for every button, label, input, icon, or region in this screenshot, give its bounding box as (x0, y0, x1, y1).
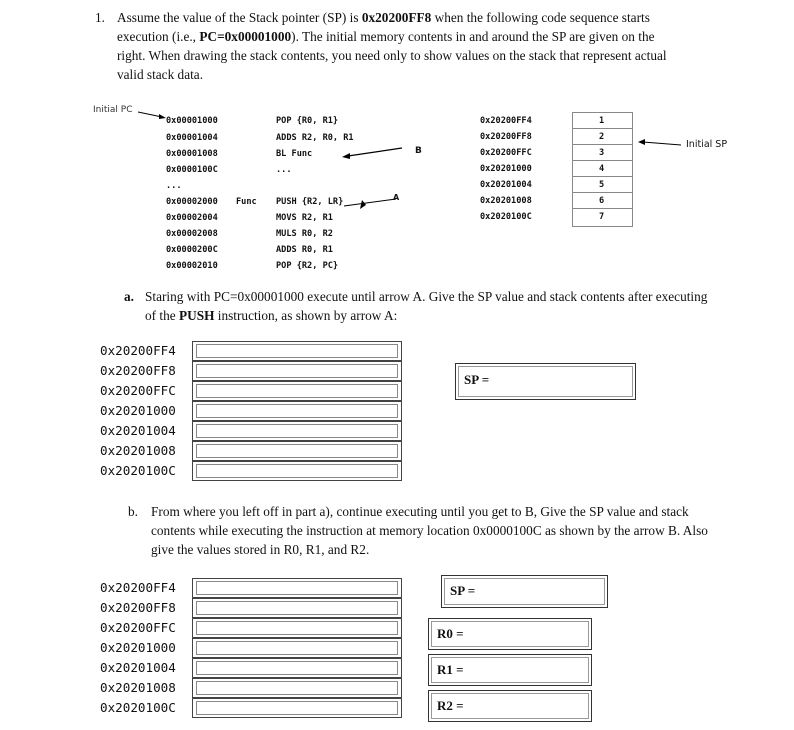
part-a-sp-label: SP = (464, 372, 490, 387)
code-addr: 0x00001000 (166, 116, 218, 126)
memory-value: 3 (599, 148, 605, 158)
question-line-1: Assume the value of the Stack pointer (SP) is 0x20200FF8 when the following code sequence starts (117, 10, 650, 25)
part-a-letter: a. (124, 289, 134, 304)
stack-address: 0x2020100C (100, 463, 176, 478)
arrow-a-icon (340, 197, 400, 211)
stack-address: 0x20201004 (100, 423, 176, 438)
stack-address: 0x20201004 (100, 660, 176, 675)
question-line-2: execution (i.e., PC=0x00001000). The initial memory contents in and around the SP are given on the (117, 29, 655, 44)
code-addr: 0x00002000 (166, 197, 218, 207)
stack-cell-input[interactable] (192, 441, 402, 461)
code-instr: MOVS R2, R1 (276, 213, 333, 223)
part-b-r0-field[interactable] (428, 618, 592, 650)
stack-cell-input[interactable] (192, 598, 402, 618)
part-b-r2-field[interactable] (428, 690, 592, 722)
memory-value: 7 (599, 212, 605, 222)
part-b-sp-label: SP = (450, 583, 476, 598)
stack-cell-input[interactable] (192, 401, 402, 421)
memory-value: 6 (599, 196, 605, 206)
question-line-4: valid stack data. (117, 67, 204, 82)
memory-address: 0x20200FF4 (480, 116, 532, 126)
code-label: Func (236, 197, 257, 207)
memory-address: 0x20200FFC (480, 148, 532, 158)
part-b-letter: b. (128, 504, 138, 519)
initial-pc-label: Initial PC (93, 105, 133, 115)
arrow-a-label: A (393, 193, 400, 202)
stack-cell-input[interactable] (192, 381, 402, 401)
stack-address: 0x2020100C (100, 700, 176, 715)
memory-address: 0x20201008 (480, 196, 532, 206)
stack-cell-input[interactable] (192, 341, 402, 361)
code-addr: ... (166, 181, 182, 191)
code-addr: 0x0000100C (166, 165, 218, 175)
stack-address: 0x20201008 (100, 443, 176, 458)
initial-pc-arrow-icon (138, 108, 168, 122)
stack-cell-input[interactable] (192, 678, 402, 698)
stack-address: 0x20201008 (100, 680, 176, 695)
stack-cell-input[interactable] (192, 618, 402, 638)
initial-sp-label: Initial SP (686, 139, 728, 150)
part-b-r1-field[interactable] (428, 654, 592, 686)
code-instr: ... (276, 165, 292, 175)
memory-value: 4 (599, 164, 605, 174)
stack-cell-input[interactable] (192, 421, 402, 441)
memory-address: 0x20201004 (480, 180, 532, 190)
part-b-r1-label: R1 = (437, 662, 464, 677)
part-a-sp-field[interactable] (455, 363, 636, 400)
stack-cell-input[interactable] (192, 658, 402, 678)
part-a-line-1: Staring with PC=0x00001000 execute until arrow A. Give the SP value and stack contents after executing (145, 289, 708, 304)
code-instr: PUSH {R2, LR} (276, 197, 344, 207)
code-instr: MULS R0, R2 (276, 229, 333, 239)
code-instr: POP {R2, PC} (276, 261, 339, 271)
stack-address: 0x20201000 (100, 403, 176, 418)
memory-table (572, 112, 632, 227)
stack-cell-input[interactable] (192, 698, 402, 718)
code-instr: POP {R0, R1} (276, 116, 339, 126)
part-b-text (151, 502, 771, 559)
memory-address: 0x20201000 (480, 164, 532, 174)
stack-address: 0x20200FF8 (100, 363, 176, 378)
part-a-line-2: of the PUSH instruction, as shown by arrow A: (145, 308, 398, 323)
stack-address: 0x20201000 (100, 640, 176, 655)
code-instr: ADDS R0, R1 (276, 245, 333, 255)
part-a-text (145, 287, 765, 325)
part-b-sp-field[interactable] (441, 575, 608, 608)
part-b-stack-table (192, 578, 402, 718)
code-addr: 0x00002010 (166, 261, 218, 271)
part-b-line-1: From where you left off in part a), continue executing until you get to B, Give the SP value and stack (151, 504, 689, 519)
memory-value: 2 (599, 132, 605, 142)
question-number: 1. (95, 10, 105, 25)
code-addr: 0x00002008 (166, 229, 218, 239)
stack-cell-input[interactable] (192, 361, 402, 381)
stack-cell-input[interactable] (192, 638, 402, 658)
code-addr: 0x00001008 (166, 149, 218, 159)
stack-address: 0x20200FF4 (100, 343, 176, 358)
question-line-3: right. When drawing the stack contents, you need only to show values on the stack that represent actual (117, 48, 667, 63)
stack-cell-input[interactable] (192, 461, 402, 481)
code-instr: BL Func (276, 149, 313, 159)
code-addr: 0x00001004 (166, 133, 218, 143)
part-b-r0-label: R0 = (437, 626, 464, 641)
code-instr: ADDS R2, R0, R1 (276, 133, 354, 143)
arrow-b-label: B (415, 146, 422, 156)
stack-address: 0x20200FFC (100, 620, 176, 635)
stack-cell-input[interactable] (192, 578, 402, 598)
memory-value: 1 (599, 116, 605, 126)
code-addr: 0x00002004 (166, 213, 218, 223)
memory-address: 0x20200FF8 (480, 132, 532, 142)
initial-sp-arrow-icon (637, 139, 683, 149)
arrow-b-icon (340, 146, 404, 160)
stack-address: 0x20200FF4 (100, 580, 176, 595)
stack-address: 0x20200FF8 (100, 600, 176, 615)
memory-value: 5 (599, 180, 605, 190)
part-b-line-3: give the values stored in R0, R1, and R2. (151, 542, 370, 557)
part-b-r2-label: R2 = (437, 698, 464, 713)
code-addr: 0x0000200C (166, 245, 218, 255)
stack-address: 0x20200FFC (100, 383, 176, 398)
part-a-stack-table (192, 341, 402, 481)
question-text (117, 8, 727, 84)
memory-address: 0x2020100C (480, 212, 532, 222)
part-b-line-2: contents while executing the instruction at memory location 0x0000100C as shown by the arrow B. Also (151, 523, 708, 538)
